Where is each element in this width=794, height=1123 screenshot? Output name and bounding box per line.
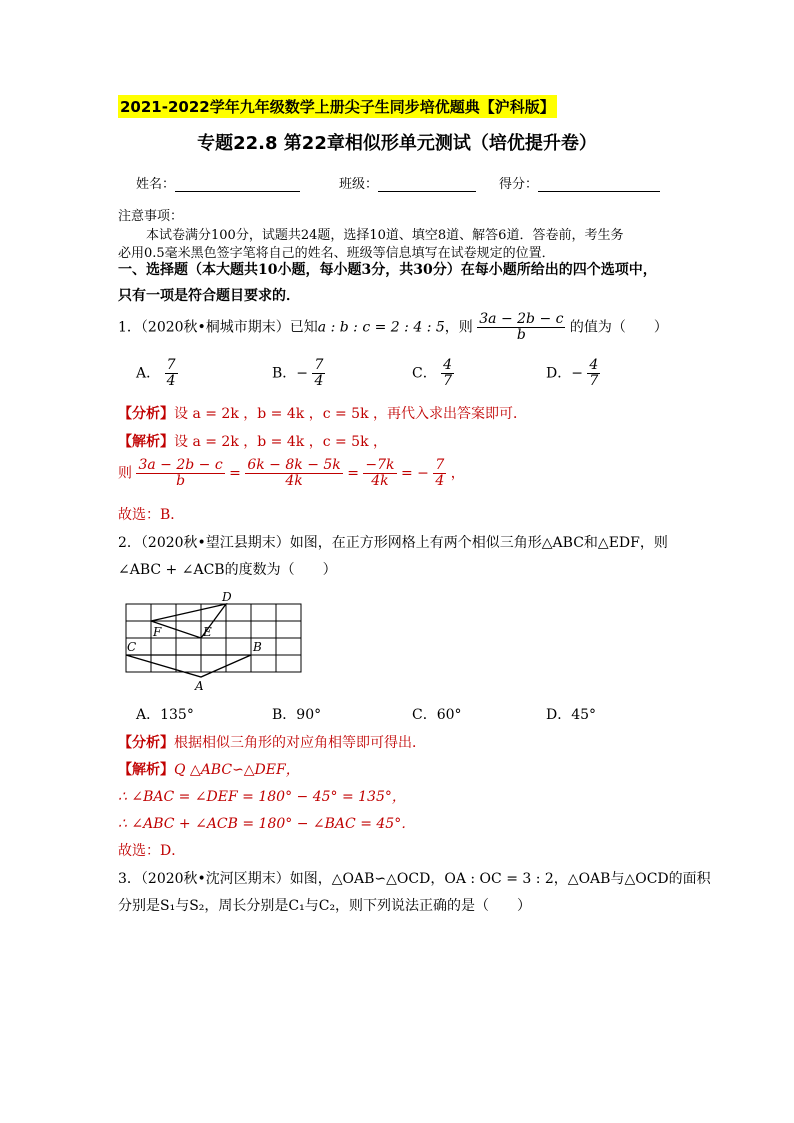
q2-grid-figure [118,588,308,694]
q1-frac-den: b [516,327,526,343]
q1-calc-eq1: = [229,465,241,482]
q1-calculation [118,458,465,489]
point-label-b: B [253,640,262,654]
q1-calc-suffix: ， [450,465,465,482]
point-label-e: E [203,625,212,639]
name-blank [175,177,300,192]
q1-opt-a-den: 4 [166,373,176,389]
q2-analysis [118,732,426,752]
q1-option-d [546,358,600,389]
q1-solution [118,431,387,451]
q1-option-b [272,358,325,389]
q1-calc-f3-num: −7k [365,457,395,473]
q2-option-b: B．90° [272,707,322,723]
triangle-abc [126,655,251,677]
q1-option-a [136,358,178,389]
q2-option-d: D．45° [546,707,597,723]
q2-option-c: C．60° [412,707,462,723]
q1-calc-frac1 [136,458,224,489]
q2-solution-line3: ∴ ∠ABC + ∠ACB = 180° − ∠BAC = 45°． [118,816,416,832]
class-field [339,173,476,192]
name-label: 姓名： [136,177,176,192]
q1-analysis-text: 设 a = 2k ，b = 4k ，c = 5k ，再代入求出答案即可． [174,406,528,422]
q1-calc-eq3: = − [400,465,429,482]
q1-analysis [118,403,527,423]
q1-stem-b: ，则 [444,319,473,336]
q1-opt-a-frac [165,358,178,389]
q1-calc-frac2 [245,458,342,489]
q1-opt-b-num: 7 [314,357,324,373]
q1-opt-b-label: B．− [272,365,309,382]
q1-opt-c-den: 7 [443,373,453,389]
q1-calc-frac4 [433,458,446,489]
q1-solution-text: 设 a = 2k ，b = 4k ，c = 5k ， [174,434,388,450]
q1-opt-b-den: 4 [314,373,324,389]
q1-calc-f4-num: 7 [435,457,445,473]
q1-stem-a: 1．（2020秋•桐城市期末）已知 [118,319,318,336]
q1-opt-d-den: 7 [589,373,599,389]
q1-stem-c: 的值为（ ） [569,319,668,336]
q1-option-c [412,358,454,389]
q1-calc-prefix: 则 [118,465,132,482]
q1-fraction [477,312,565,343]
notes-line1: 本试卷满分100分，试题共24题，选择10道、填空8道、解答6道．答卷前，考生务 [146,228,624,243]
q1-opt-a-label: A． [136,365,161,382]
section1-line2: 只有一项是符合题目要求的． [118,288,300,304]
q2-answer: 故选：D． [118,843,186,859]
q1-answer: 故选：B． [118,507,185,523]
q2-solution-text: Q △ABC∽△DEF， [174,762,300,778]
q2-option-a: A．135° [136,707,194,723]
q2-solution-line2: ∴ ∠BAC = ∠DEF = 180° − 45° = 135°， [118,789,406,805]
point-label-f: F [153,625,162,639]
score-field [499,173,660,192]
q2-solution [118,759,300,779]
score-label: 得分： [499,177,539,192]
q2-stem-line1: 2．（2020秋•望江县期末）如图，在正方形网格上有两个相似三角形△ABC和△EDF，则 [118,535,668,551]
q1-calc-f1-num: 3a − 2b − c [138,457,223,473]
class-label: 班级： [339,177,379,192]
q1-calc-f2-num: 6k − 8k − 5k [247,457,341,473]
q1-solution-tag: 【解析】 [118,434,174,450]
class-blank [378,177,476,192]
q2-analysis-tag: 【分析】 [118,735,174,751]
q1-opt-b-frac [312,358,325,389]
q3-stem-line1: 3．（2020秋•沈河区期末）如图，△OAB∽△OCD，OA : OC = 3 : 2，△OAB与△OCD的面积 [118,871,711,887]
page-title: 专题22.8 第22章相似形单元测试（培优提升卷） [197,133,597,154]
q1-calc-f1-den: b [176,473,186,489]
q3-stem-line2: 分别是S₁与S₂，周长分别是C₁与C₂，则下列说法正确的是（ ） [118,898,532,914]
q1-stem [118,312,668,343]
point-label-c: C [127,640,137,654]
q1-opt-d-num: 4 [589,357,599,373]
q1-calc-frac3 [363,458,396,489]
q1-ratio: a : b : c = 2 : 4 : 5 [317,319,445,336]
section1-line1: 一、选择题（本大题共10小题，每小题3分，共30分）在每小题所给出的四个选项中， [118,262,657,278]
q1-calc-eq2: = [347,465,359,482]
point-label-d: D [222,590,232,604]
q1-opt-c-frac [441,358,454,389]
q1-analysis-tag: 【分析】 [118,406,174,422]
q1-opt-a-num: 7 [166,357,176,373]
score-blank [538,177,660,192]
q1-calc-f2-den: 4k [285,473,303,489]
name-field [136,173,300,192]
q1-frac-num: 3a − 2b − c [479,311,564,327]
q1-opt-d-frac [587,358,600,389]
series-banner: 2021-2022学年九年级数学上册尖子生同步培优题典【沪科版】 [118,95,557,118]
q1-opt-c-num: 4 [443,357,453,373]
point-label-a: A [195,679,204,693]
notes-line2: 必用0.5毫米黑色签字笔将自己的姓名、班级等信息填写在试卷规定的位置． [118,246,555,261]
q1-calc-f4-den: 4 [435,473,445,489]
q2-stem-line2: ∠ABC + ∠ACB的度数为（ ） [118,562,337,578]
q2-solution-tag: 【解析】 [118,762,174,778]
notes-heading: 注意事项： [118,209,184,224]
q1-opt-c-label: C． [412,365,437,382]
q1-calc-f3-den: 4k [371,473,389,489]
q1-opt-d-label: D．− [546,365,583,382]
q2-analysis-text: 根据相似三角形的对应角相等即可得出． [174,735,426,751]
